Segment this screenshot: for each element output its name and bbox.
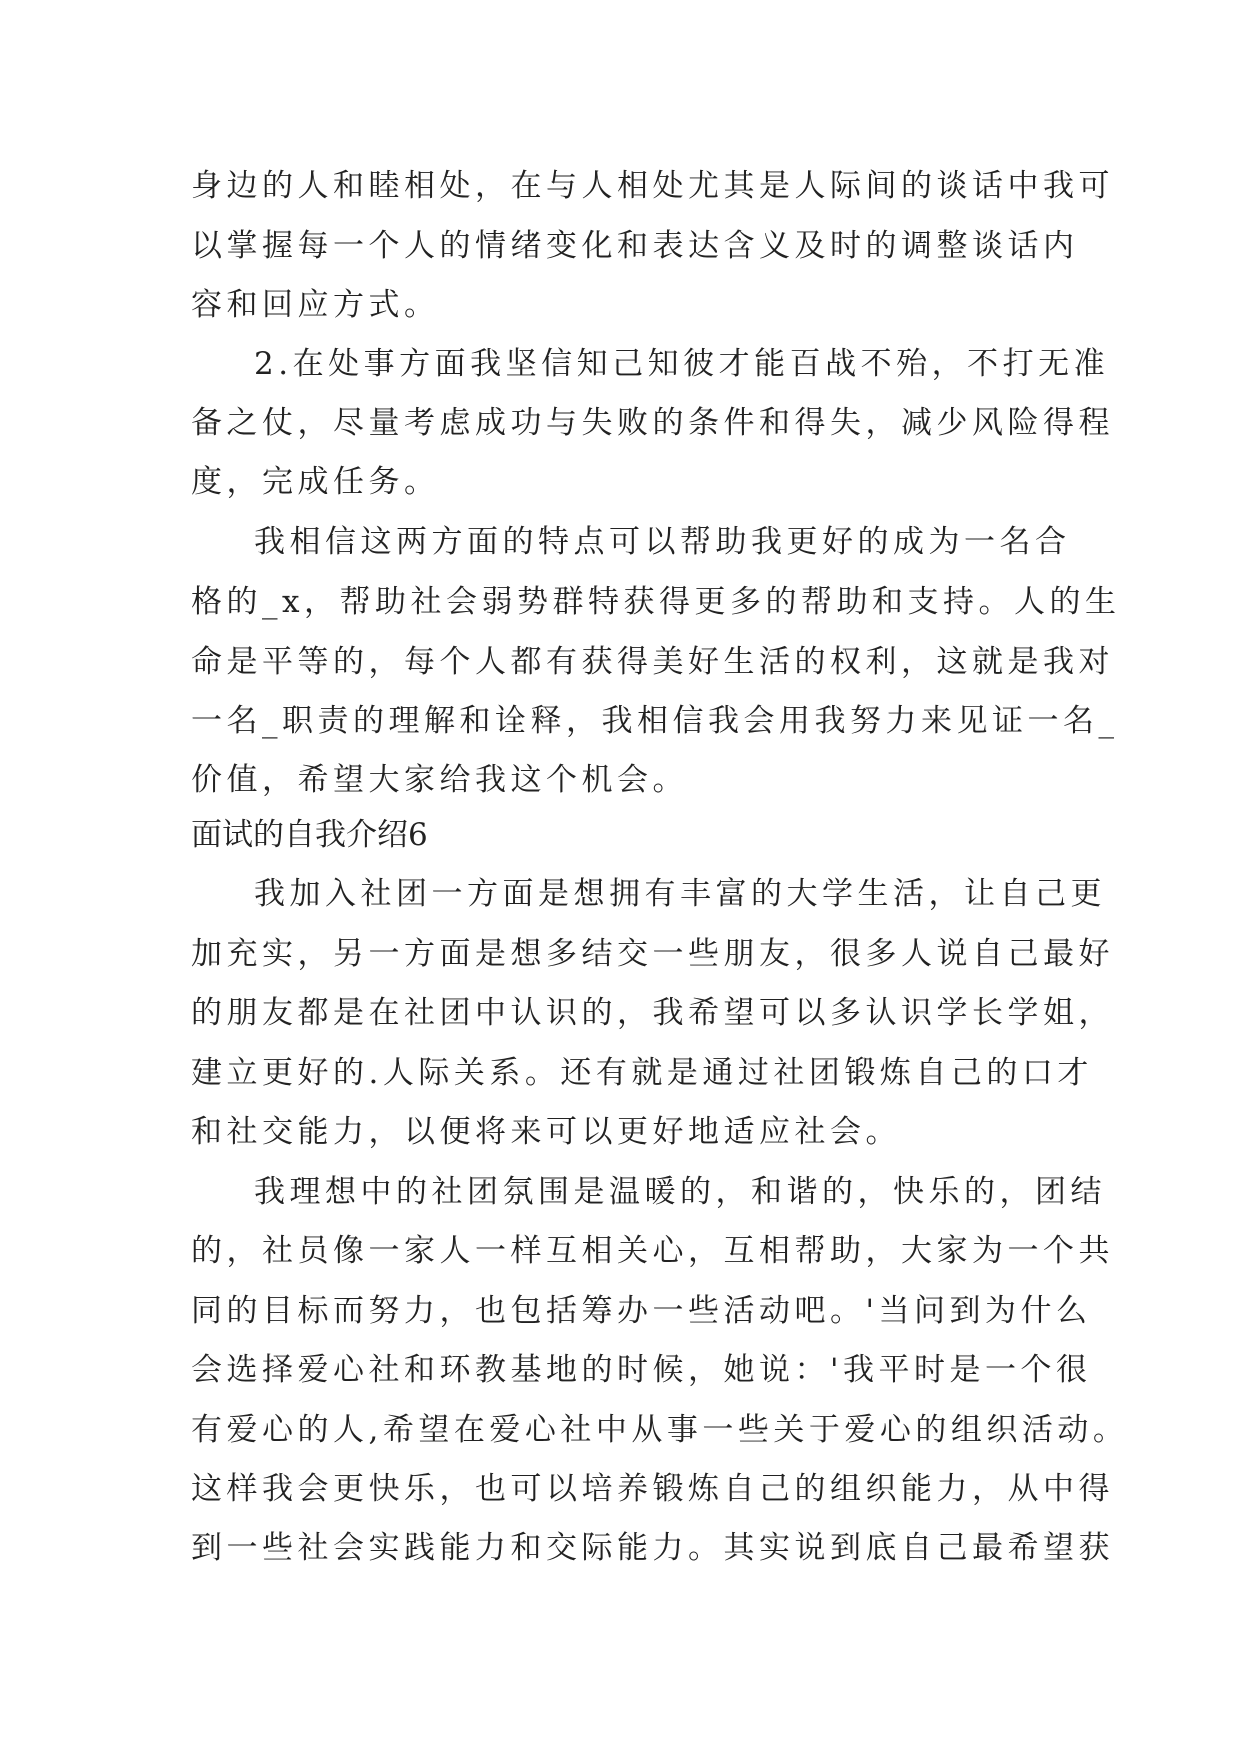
text-line: 我理想中的社团氛围是温暖的，和谐的，快乐的，团结: [254, 1174, 1106, 1210]
text-line: 同的目标而努力，也包括筹办一些活动吧。'当问到为什么: [191, 1293, 1092, 1329]
text-line: 会选择爱心社和环教基地的时候，她说：'我平时是一个很: [191, 1352, 1092, 1388]
text-line: 度，完成任务。: [191, 464, 440, 500]
text-line: 容和回应方式。: [191, 287, 440, 323]
text-line: 建立更好的.人际关系。还有就是通过社团锻炼自己的口才: [191, 1055, 1093, 1091]
text-line: 有爱心的人,希望在爱心社中从事一些关于爱心的组织活动。: [191, 1412, 1129, 1448]
text-line: 的，社员像一家人一样互相关心，互相帮助，大家为一个共: [191, 1233, 1114, 1269]
text-line: 价值，希望大家给我这个机会。: [191, 762, 688, 798]
text-line: 的朋友都是在社团中认识的，我希望可以多认识学长学姐，: [191, 995, 1114, 1031]
section-heading: 面试的自我介绍6: [191, 817, 428, 853]
text-line: 我相信这两方面的特点可以帮助我更好的成为一名合: [254, 524, 1071, 560]
text-line: 到一些社会实践能力和交际能力。其实说到底自己最希望获: [191, 1530, 1114, 1566]
text-line: 加充实，另一方面是想多结交一些朋友，很多人说自己最好: [191, 936, 1114, 972]
text-line: 2.在处事方面我坚信知己知彼才能百战不殆，不打无准: [254, 346, 1110, 382]
text-line: 和社交能力，以便将来可以更好地适应社会。: [191, 1114, 901, 1150]
text-line: 身边的人和睦相处，在与人相处尤其是人际间的谈话中我可: [191, 168, 1114, 204]
text-line: 格的_x，帮助社会弱势群特获得更多的帮助和支持。人的生: [191, 584, 1121, 620]
text-line: 我加入社团一方面是想拥有丰富的大学生活，让自己更: [254, 876, 1106, 912]
text-line: 备之仗，尽量考虑成功与失败的条件和得失，减少风险得程: [191, 405, 1114, 441]
text-line: 命是平等的，每个人都有获得美好生活的权利，这就是我对: [191, 644, 1114, 680]
text-line: 以掌握每一个人的情绪变化和表达含义及时的调整谈话内: [191, 228, 1079, 264]
text-line: 这样我会更快乐，也可以培养锻炼自己的组织能力，从中得: [191, 1471, 1114, 1507]
text-line: 一名_职责的理解和诠释，我相信我会用我努力来见证一名_: [191, 703, 1119, 739]
